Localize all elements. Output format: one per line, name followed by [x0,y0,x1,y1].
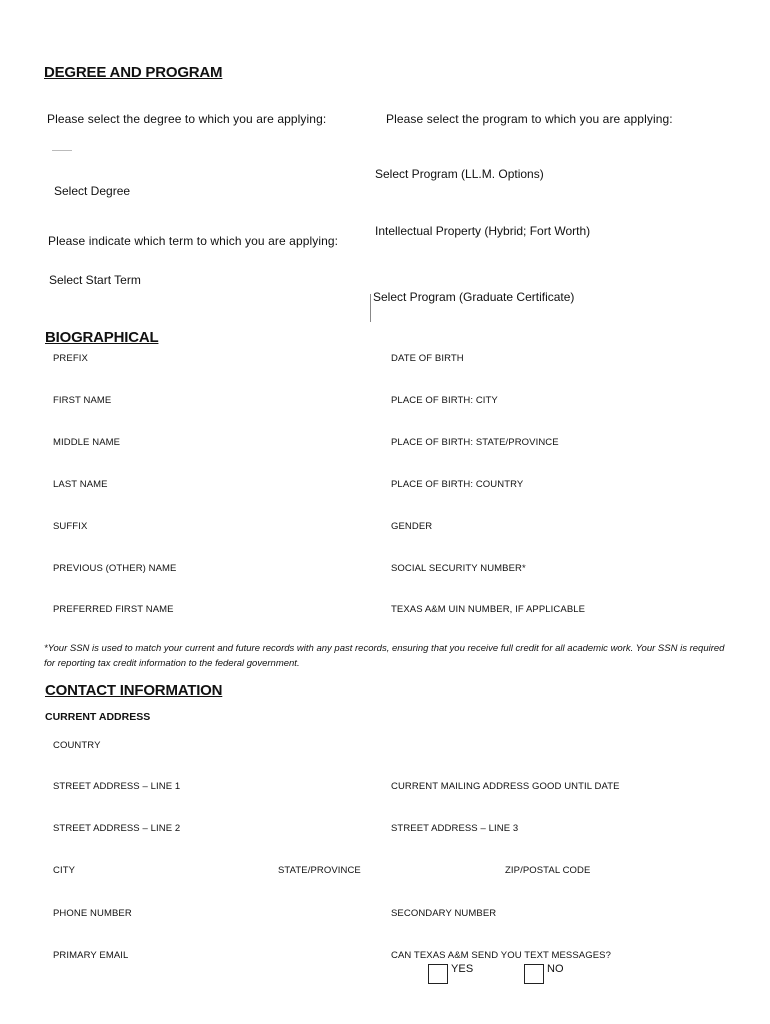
divider [52,150,72,151]
prefix-field[interactable]: PREFIX [53,353,88,364]
program-llm-select[interactable]: Select Program (LL.M. Options) [375,167,544,181]
ssn-note: *Your SSN is used to match your current and future records with any past records, ensuring that you receive full credit for all academic work. Your SSN is required for reporting tax credit information to the federal government. [44,643,725,669]
program-certificate-select[interactable]: Select Program (Graduate Certificate) [373,290,575,304]
gender-field[interactable]: GENDER [391,521,433,532]
first-name-field[interactable]: FIRST NAME [53,395,112,406]
city-field[interactable]: CITY [53,865,76,876]
date-of-birth-field[interactable]: DATE OF BIRTH [391,353,464,364]
birth-city-field[interactable]: PLACE OF BIRTH: CITY [391,395,498,406]
birth-state-field[interactable]: PLACE OF BIRTH: STATE/PROVINCE [391,437,559,448]
text-cursor [370,294,371,322]
mailing-until-field[interactable]: CURRENT MAILING ADDRESS GOOD UNTIL DATE [391,781,620,792]
degree-question: Please select the degree to which you are applying: [47,112,327,126]
street2-field[interactable]: STREET ADDRESS – LINE 2 [53,823,181,834]
ssn-field[interactable]: SOCIAL SECURITY NUMBER* [391,563,526,574]
degree-select[interactable]: Select Degree [54,184,131,198]
suffix-field[interactable]: SUFFIX [53,521,88,532]
street3-field[interactable]: STREET ADDRESS – LINE 3 [391,823,519,834]
state-field[interactable]: STATE/PROVINCE [278,865,361,876]
primary-email-field[interactable]: PRIMARY EMAIL [53,950,129,961]
text-messages-question: CAN TEXAS A&M SEND YOU TEXT MESSAGES? [391,950,611,961]
contact-heading: CONTACT INFORMATION [45,682,223,699]
yes-label: YES [451,963,474,975]
current-address-subheading: CURRENT ADDRESS [45,711,151,723]
previous-name-field[interactable]: PREVIOUS (OTHER) NAME [53,563,177,574]
biographical-heading: BIOGRAPHICAL [45,329,159,346]
llm-option-value[interactable]: Intellectual Property (Hybrid; Fort Worth) [375,224,591,238]
preferred-first-name-field[interactable]: PREFERRED FIRST NAME [53,604,174,615]
country-field[interactable]: COUNTRY [53,740,101,751]
last-name-field[interactable]: LAST NAME [53,479,108,490]
term-question: Please indicate which term to which you are applying: [48,234,339,248]
no-label: NO [547,963,564,975]
middle-name-field[interactable]: MIDDLE NAME [53,437,121,448]
no-checkbox[interactable] [524,964,544,984]
secondary-number-field[interactable]: SECONDARY NUMBER [391,908,497,919]
zip-field[interactable]: ZIP/POSTAL CODE [505,865,591,876]
phone-field[interactable]: PHONE NUMBER [53,908,132,919]
term-select[interactable]: Select Start Term [49,273,141,287]
degree-program-heading: DEGREE AND PROGRAM [44,64,223,81]
uin-field[interactable]: TEXAS A&M UIN NUMBER, IF APPLICABLE [391,604,586,615]
street1-field[interactable]: STREET ADDRESS – LINE 1 [53,781,181,792]
program-question: Please select the program to which you are applying: [386,112,673,126]
yes-checkbox[interactable] [428,964,448,984]
birth-country-field[interactable]: PLACE OF BIRTH: COUNTRY [391,479,524,490]
